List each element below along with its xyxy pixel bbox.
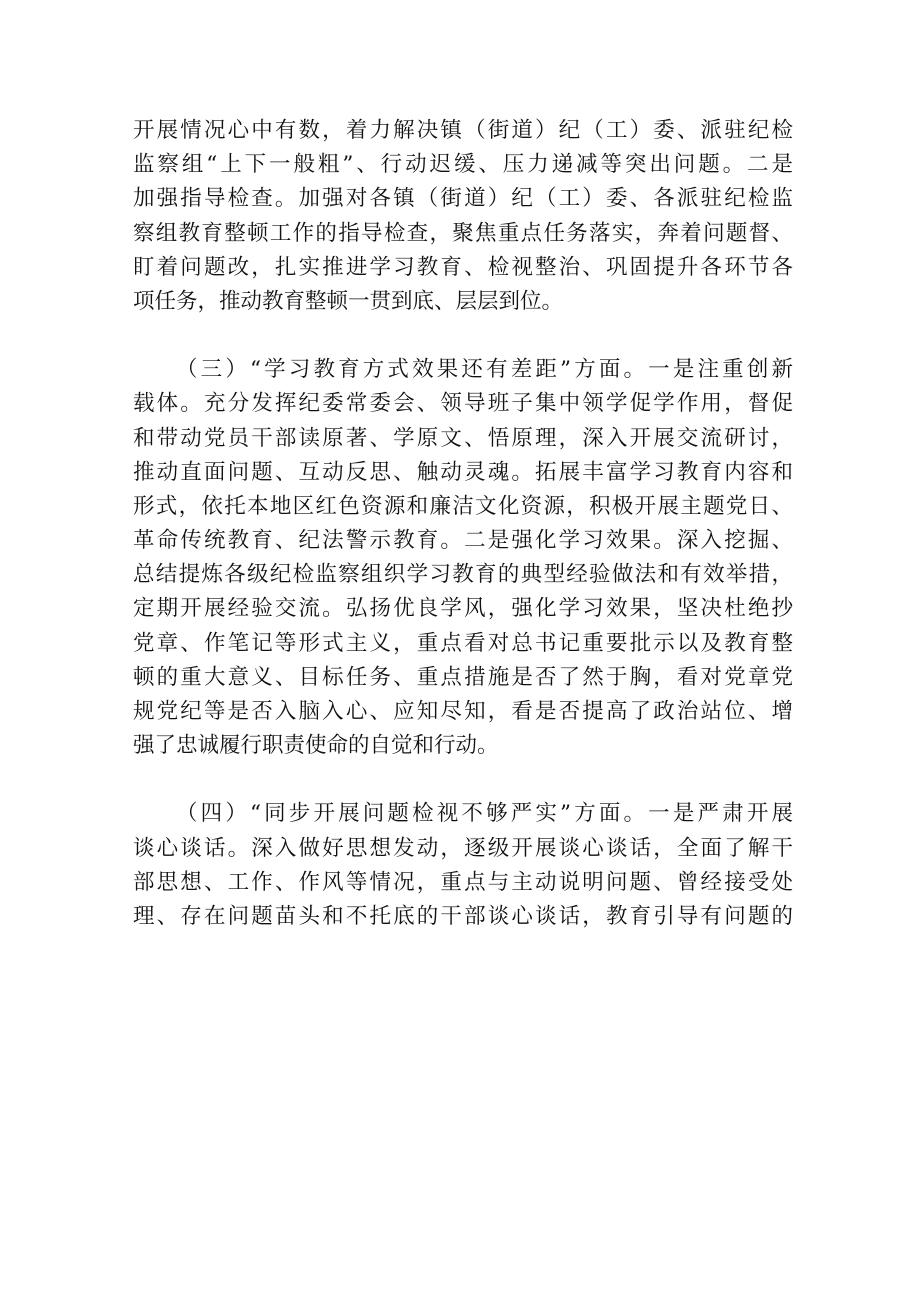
- paragraph-1: [133, 114, 793, 319]
- text-line: （三）“学习教育方式效果还有差距”方面。一是注重创新: [176, 357, 793, 383]
- text-line: 形式，依托本地区红色资源和廉洁文化资源，积极开展主题党日、: [133, 493, 793, 519]
- text-line: 谈心谈话。深入做好思想发动，逐级开展谈心谈话，全面了解干: [133, 835, 793, 861]
- document-body: [133, 114, 793, 934]
- paragraph-gap: [133, 319, 793, 353]
- text-line: 盯着问题改，扎实推进学习教育、检视整治、巩固提升各环节各: [133, 254, 793, 280]
- text-line: 总结提炼各级纪检监察组织学习教育的典型经验做法和有效举措，: [133, 562, 793, 588]
- text-line: 党章、作笔记等形式主义，重点看对总书记重要批示以及教育整: [133, 630, 793, 656]
- text-line: 和带动党员干部读原著、学原文、悟原理，深入开展交流研讨，: [133, 425, 793, 451]
- text-line: 定期开展经验交流。弘扬优良学风，强化学习效果，坚决杜绝抄: [133, 596, 793, 622]
- paragraph-gap: [133, 763, 793, 797]
- text-line: （四）“同步开展问题检视不够严实”方面。一是严肃开展: [176, 801, 793, 827]
- text-line: 部思想、工作、作风等情况，重点与主动说明问题、曾经接受处: [133, 869, 793, 895]
- text-line: 察组教育整顿工作的指导检查，聚焦重点任务落实，奔着问题督、: [133, 220, 793, 246]
- text-line: 强了忠诚履行职责使命的自觉和行动。: [133, 733, 499, 759]
- text-line: 加强指导检查。加强对各镇（街道）纪（工）委、各派驻纪检监: [133, 186, 793, 212]
- text-line: 推动直面问题、互动反思、触动灵魂。拓展丰富学习教育内容和: [133, 459, 793, 485]
- text-line: 顿的重大意义、目标任务、重点措施是否了然于胸，看对党章党: [133, 664, 793, 690]
- text-line: 开展情况心中有数，着力解决镇（街道）纪（工）委、派驻纪检: [133, 118, 793, 143]
- text-line: 项任务，推动教育整顿一贯到底、层层到位。: [133, 288, 564, 314]
- text-line: 规党纪等是否入脑入心、应知尽知，看是否提高了政治站位、增: [133, 699, 793, 724]
- paragraph-3: [133, 797, 793, 934]
- text-line: 理、存在问题苗头和不托底的干部谈心谈话，教育引导有问题的: [133, 903, 793, 929]
- paragraph-2: [133, 353, 793, 763]
- text-line: 监察组“上下一般粗”、行动迟缓、压力递减等突出问题。二是: [133, 152, 793, 178]
- text-line: 载体。充分发挥纪委常委会、领导班子集中领学促学作用，督促: [133, 391, 793, 417]
- text-line: 革命传统教育、纪法警示教育。二是强化学习效果。深入挖掘、: [133, 528, 793, 554]
